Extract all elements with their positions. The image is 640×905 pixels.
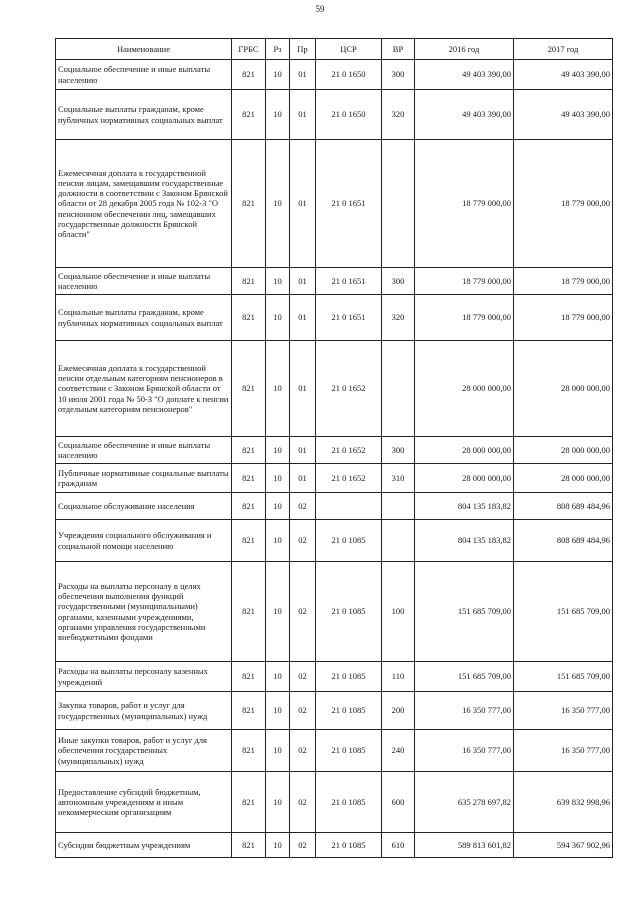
header-grbs: ГРБС	[232, 39, 266, 60]
table-row	[56, 295, 613, 341]
row-vr: 240	[382, 730, 415, 772]
row-2016: 804 135 183,82	[415, 493, 514, 520]
page-number: 59	[315, 4, 325, 14]
row-csr: 21 0 1651	[316, 140, 382, 268]
row-pr: 01	[290, 90, 316, 140]
row-rz: 10	[266, 90, 290, 140]
row-name: Учреждения социального обслуживания и социальной помощи населению	[56, 520, 232, 562]
row-pr: 02	[290, 520, 316, 562]
row-rz: 10	[266, 295, 290, 341]
row-grbs: 821	[232, 562, 266, 662]
row-rz: 10	[266, 437, 290, 464]
row-pr: 01	[290, 140, 316, 268]
row-name: Субсидии бюджетным учреждениям	[56, 833, 232, 858]
header-vr: ВР	[382, 39, 415, 60]
header-2016: 2016 год	[415, 39, 514, 60]
row-2016: 16 350 777,00	[415, 692, 514, 730]
row-2017: 28 000 000,00	[514, 437, 613, 464]
row-2017: 151 685 709,00	[514, 662, 613, 692]
row-2017: 808 689 484,96	[514, 493, 613, 520]
row-csr: 21 0 1650	[316, 90, 382, 140]
row-rz: 10	[266, 730, 290, 772]
row-2016: 28 000 000,00	[415, 437, 514, 464]
row-name: Расходы на выплаты персоналу казенных учреждений	[56, 662, 232, 692]
row-vr: 100	[382, 562, 415, 662]
row-vr	[382, 341, 415, 437]
row-vr	[382, 140, 415, 268]
row-rz: 10	[266, 520, 290, 562]
row-grbs: 821	[232, 520, 266, 562]
row-grbs: 821	[232, 341, 266, 437]
row-vr: 300	[382, 437, 415, 464]
row-csr: 21 0 1650	[316, 60, 382, 90]
header-csr: ЦСР	[316, 39, 382, 60]
row-rz: 10	[266, 662, 290, 692]
row-vr: 320	[382, 295, 415, 341]
row-pr: 01	[290, 437, 316, 464]
row-2017: 151 685 709,00	[514, 562, 613, 662]
header-name: Наименование	[56, 39, 232, 60]
row-csr: 21 0 1652	[316, 341, 382, 437]
row-2017: 28 000 000,00	[514, 341, 613, 437]
row-2017: 639 832 998,96	[514, 772, 613, 833]
row-vr	[382, 493, 415, 520]
row-rz: 10	[266, 772, 290, 833]
row-vr: 320	[382, 90, 415, 140]
header-rz: Рз	[266, 39, 290, 60]
row-2016: 804 135 183,82	[415, 520, 514, 562]
row-grbs: 821	[232, 662, 266, 692]
row-name: Социальное обслуживание населения	[56, 493, 232, 520]
row-2016: 16 350 777,00	[415, 730, 514, 772]
row-rz: 10	[266, 341, 290, 437]
table-row	[56, 833, 613, 858]
table-row	[56, 341, 613, 437]
row-vr	[382, 520, 415, 562]
row-pr: 01	[290, 268, 316, 295]
row-grbs: 821	[232, 90, 266, 140]
row-vr: 310	[382, 464, 415, 493]
row-2016: 635 278 697,82	[415, 772, 514, 833]
row-name: Социальное обеспечение и иные выплаты населению	[56, 268, 232, 295]
row-name: Социальное обеспечение и иные выплаты населению	[56, 437, 232, 464]
budget-table	[55, 38, 613, 858]
row-vr: 300	[382, 268, 415, 295]
row-2016: 49 403 390,00	[415, 90, 514, 140]
row-pr: 02	[290, 730, 316, 772]
row-name: Социальные выплаты гражданам, кроме публичных нормативных социальных выплат	[56, 90, 232, 140]
row-2017: 28 000 000,00	[514, 464, 613, 493]
row-name: Иные закупки товаров, работ и услуг для обеспечения государственных (муниципальных) нужд	[56, 730, 232, 772]
row-rz: 10	[266, 562, 290, 662]
row-csr: 21 0 1085	[316, 833, 382, 858]
row-2017: 18 779 000,00	[514, 295, 613, 341]
row-2016: 28 000 000,00	[415, 341, 514, 437]
row-name: Социальное обеспечение и иные выплаты населению	[56, 60, 232, 90]
row-grbs: 821	[232, 437, 266, 464]
row-2017: 18 779 000,00	[514, 140, 613, 268]
row-csr: 21 0 1085	[316, 520, 382, 562]
row-rz: 10	[266, 493, 290, 520]
row-rz: 10	[266, 268, 290, 295]
row-2016: 49 403 390,00	[415, 60, 514, 90]
row-csr	[316, 493, 382, 520]
row-2017: 16 350 777,00	[514, 730, 613, 772]
table-header-row	[56, 39, 613, 60]
row-2017: 18 779 000,00	[514, 268, 613, 295]
row-vr: 300	[382, 60, 415, 90]
row-csr: 21 0 1652	[316, 437, 382, 464]
row-name: Закупка товаров, работ и услуг для государственных (муниципальных) нужд	[56, 692, 232, 730]
header-pr: Пр	[290, 39, 316, 60]
row-csr: 21 0 1652	[316, 464, 382, 493]
row-pr: 02	[290, 692, 316, 730]
row-csr: 21 0 1651	[316, 268, 382, 295]
row-vr: 610	[382, 833, 415, 858]
row-csr: 21 0 1085	[316, 692, 382, 730]
row-2016: 589 813 601,82	[415, 833, 514, 858]
table-row	[56, 562, 613, 662]
row-grbs: 821	[232, 692, 266, 730]
row-pr: 02	[290, 833, 316, 858]
row-pr: 02	[290, 493, 316, 520]
table-row	[56, 60, 613, 90]
row-grbs: 821	[232, 833, 266, 858]
row-2016: 18 779 000,00	[415, 268, 514, 295]
table-row	[56, 772, 613, 833]
row-2017: 16 350 777,00	[514, 692, 613, 730]
table-row	[56, 730, 613, 772]
row-csr: 21 0 1085	[316, 662, 382, 692]
row-name: Предоставление субсидий бюджетным, автономным учреждениям и иным некоммерческим организациям	[56, 772, 232, 833]
row-grbs: 821	[232, 772, 266, 833]
row-pr: 01	[290, 295, 316, 341]
row-pr: 01	[290, 341, 316, 437]
row-2016: 18 779 000,00	[415, 140, 514, 268]
table-row	[56, 90, 613, 140]
row-2017: 808 689 484,96	[514, 520, 613, 562]
row-grbs: 821	[232, 295, 266, 341]
table-row	[56, 437, 613, 464]
table-row	[56, 140, 613, 268]
row-csr: 21 0 1085	[316, 772, 382, 833]
row-csr: 21 0 1085	[316, 730, 382, 772]
row-csr: 21 0 1085	[316, 562, 382, 662]
row-rz: 10	[266, 692, 290, 730]
row-rz: 10	[266, 60, 290, 90]
row-csr: 21 0 1651	[316, 295, 382, 341]
table-row	[56, 493, 613, 520]
row-2016: 151 685 709,00	[415, 662, 514, 692]
row-2017: 594 367 902,96	[514, 833, 613, 858]
row-2017: 49 403 390,00	[514, 90, 613, 140]
header-2017: 2017 год	[514, 39, 613, 60]
row-name: Публичные нормативные социальные выплаты гражданам	[56, 464, 232, 493]
row-grbs: 821	[232, 493, 266, 520]
table-row	[56, 662, 613, 692]
row-grbs: 821	[232, 268, 266, 295]
table-row	[56, 520, 613, 562]
table-row	[56, 692, 613, 730]
row-grbs: 821	[232, 60, 266, 90]
row-rz: 10	[266, 140, 290, 268]
row-vr: 200	[382, 692, 415, 730]
row-rz: 10	[266, 464, 290, 493]
row-vr: 110	[382, 662, 415, 692]
row-2016: 18 779 000,00	[415, 295, 514, 341]
row-name: Расходы на выплаты персоналу в целях обеспечения выполнения функций государственными (муниципальными) органами, казенными учреждениями, органами управления государственными внебюджетными фондами	[56, 562, 232, 662]
row-pr: 01	[290, 60, 316, 90]
row-grbs: 821	[232, 140, 266, 268]
row-name: Ежемесячная доплата к государственной пенсии лицам, замещавшим государственные должности в соответствии с Законом Брянской области от 28 декабря 2005 года № 102-З "О пенсионном обеспечении лиц, замещавших государственные должности Брянской области"	[56, 140, 232, 268]
row-grbs: 821	[232, 464, 266, 493]
row-vr: 600	[382, 772, 415, 833]
row-2017: 49 403 390,00	[514, 60, 613, 90]
row-2016: 28 000 000,00	[415, 464, 514, 493]
table-row	[56, 464, 613, 493]
row-grbs: 821	[232, 730, 266, 772]
row-pr: 02	[290, 562, 316, 662]
row-pr: 02	[290, 772, 316, 833]
row-pr: 02	[290, 662, 316, 692]
row-name: Социальные выплаты гражданам, кроме публичных нормативных социальных выплат	[56, 295, 232, 341]
table-row	[56, 268, 613, 295]
row-name: Ежемесячная доплата к государственной пенсии отдельным категориям пенсионеров в соответствии с Законом Брянской области от 10 июля 2001 года № 50-З "О доплате к пенсии отдельным категориям пенсионеров"	[56, 341, 232, 437]
row-rz: 10	[266, 833, 290, 858]
row-pr: 01	[290, 464, 316, 493]
row-2016: 151 685 709,00	[415, 562, 514, 662]
